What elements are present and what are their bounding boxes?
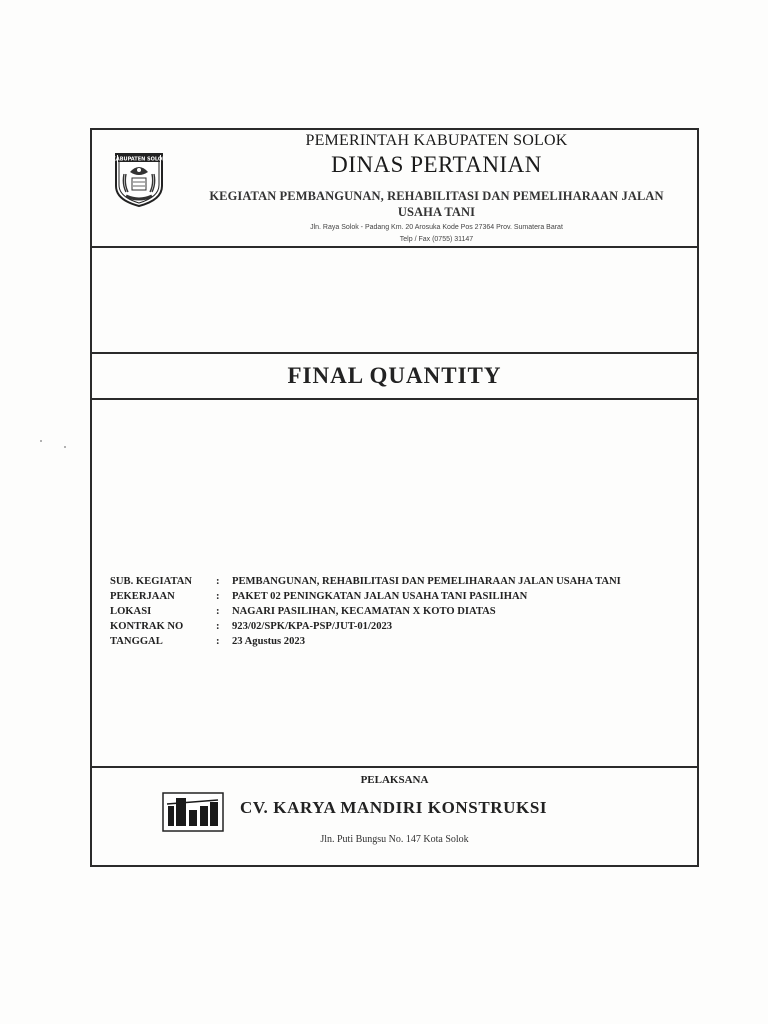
info-label: SUB. KEGIATAN	[110, 576, 193, 587]
program-name-line-2: USAHA TANI	[397, 205, 476, 219]
info-separator: :	[216, 606, 220, 617]
info-label: PEKERJAAN	[110, 591, 175, 602]
info-separator: :	[216, 591, 220, 602]
agency-address: Jln. Raya Solok - Padang Km. 20 Arosuka Kode Pos 27364 Prov. Sumatera Barat	[310, 224, 563, 231]
government-name: PEMERINTAH KABUPATEN SOLOK	[305, 132, 568, 149]
document-title: FINAL QUANTITY	[287, 363, 502, 388]
logo-ribbon-text: KABUPATEN SOLOK	[112, 156, 166, 163]
company-address: Jln. Puti Bungsu No. 147 Kota Solok	[320, 834, 469, 845]
document-frame	[90, 128, 699, 867]
info-separator: :	[216, 636, 220, 647]
letterhead	[92, 130, 697, 248]
info-value: 23 Agustus 2023	[232, 636, 305, 647]
info-value: NAGARI PASILIHAN, KECAMATAN X KOTO DIATAS	[232, 606, 496, 617]
project-info-section	[92, 402, 697, 768]
info-label: TANGGAL	[110, 636, 163, 647]
program-name	[184, 188, 689, 220]
info-row-kontrak-no	[110, 619, 621, 634]
info-row-pekerjaan	[110, 589, 621, 604]
info-row-tanggal	[110, 634, 621, 649]
agency-name: DINAS PERTANIAN	[331, 152, 542, 177]
info-label: KONTRAK NO	[110, 621, 184, 632]
info-value: PEMBANGUNAN, REHABILITASI DAN PEMELIHARAAN JALAN USAHA TANI	[232, 576, 621, 587]
regency-emblem-icon	[112, 148, 166, 208]
program-name-line-1: KEGIATAN PEMBANGUNAN, REHABILITASI DAN PEMELIHARAAN JALAN	[209, 189, 664, 203]
company-bar-logo-icon	[162, 792, 224, 832]
info-separator: :	[216, 621, 220, 632]
scan-speck	[64, 446, 66, 448]
info-label: LOKASI	[110, 606, 152, 617]
agency-phone: Telp / Fax (0755) 31147	[399, 236, 474, 243]
info-separator: :	[216, 576, 220, 587]
project-info-table	[110, 574, 621, 649]
info-row-sub-kegiatan	[110, 574, 621, 589]
contractor-label: PELAKSANA	[360, 774, 429, 786]
blank-section	[92, 248, 697, 354]
info-value: 923/02/SPK/KPA-PSP/JUT-01/2023	[232, 621, 393, 632]
info-row-lokasi	[110, 604, 621, 619]
contractor-section	[92, 770, 697, 865]
scan-speck	[40, 440, 42, 442]
company-name: CV. KARYA MANDIRI KONSTRUKSI	[240, 798, 548, 817]
title-section	[92, 356, 697, 400]
info-value: PAKET 02 PENINGKATAN JALAN USAHA TANI PASILIHAN	[232, 591, 528, 602]
